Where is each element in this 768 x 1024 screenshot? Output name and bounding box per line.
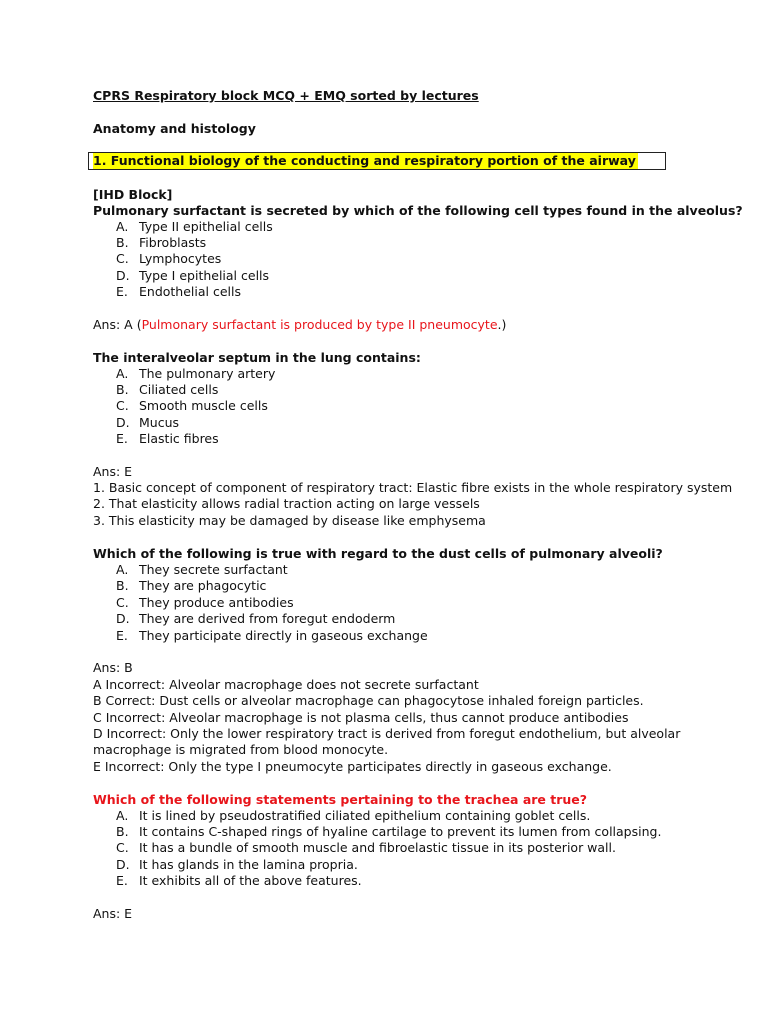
option-text: It exhibits all of the above features. <box>139 873 362 888</box>
option-letter: A. <box>116 808 129 823</box>
answer-1 <box>93 317 506 333</box>
option-letter: D. <box>116 415 130 430</box>
answer-1-prefix: Ans: A ( <box>93 317 142 332</box>
option-text: They secrete surfactant <box>139 562 288 577</box>
answer-1-explanation: Pulmonary surfactant is produced by type II pneumocyte <box>141 317 498 332</box>
question-2: The interalveolar septum in the lung contains: <box>93 350 421 365</box>
document-subtitle: Anatomy and histology <box>93 121 256 136</box>
answer-2: Ans: E <box>93 464 133 479</box>
answer-4: Ans: E <box>93 906 133 921</box>
option-letter: B. <box>116 824 129 839</box>
option-text: It contains C-shaped rings of hyaline cartilage to prevent its lumen from collapsing. <box>139 824 662 839</box>
option-text: They are phagocytic <box>139 578 267 593</box>
option-letter: D. <box>116 611 130 626</box>
option-letter: C. <box>116 398 129 413</box>
option-text: Type I epithelial cells <box>139 268 270 283</box>
option-text: They participate directly in gaseous exchange <box>139 628 428 643</box>
answer-3: Ans: B <box>93 660 133 675</box>
option-letter: C. <box>116 595 129 610</box>
section-heading: 1. Functional biology of the conducting and respiratory portion of the airway <box>93 153 636 168</box>
answer-3-note: C Incorrect: Alveolar macrophage is not plasma cells, thus cannot produce antibodies <box>93 710 629 725</box>
option-text: Ciliated cells <box>139 382 219 397</box>
question-4: Which of the following statements pertaining to the trachea are true? <box>93 792 588 807</box>
block-label: [IHD Block] <box>93 187 173 202</box>
option-text: It has a bundle of smooth muscle and fibroelastic tissue in its posterior wall. <box>139 840 616 855</box>
option-text: Lymphocytes <box>139 251 222 266</box>
option-text: It is lined by pseudostratified ciliated epithelium containing goblet cells. <box>139 808 591 823</box>
option-letter: B. <box>116 235 129 250</box>
option-text: Mucus <box>139 415 180 430</box>
option-letter: B. <box>116 578 129 593</box>
answer-2-note: 1. Basic concept of component of respiratory tract: Elastic fibre exists in the whole respiratory system <box>93 480 733 495</box>
option-letter: E. <box>116 431 128 446</box>
answer-1-suffix: .) <box>497 317 507 332</box>
answer-2-note: 2. That elasticity allows radial traction acting on large vessels <box>93 496 480 511</box>
option-text: Endothelial cells <box>139 284 241 299</box>
option-letter: E. <box>116 628 128 643</box>
answer-3-note: E Incorrect: Only the type I pneumocyte participates directly in gaseous exchange. <box>93 759 612 774</box>
option-text: Fibroblasts <box>139 235 207 250</box>
option-letter: C. <box>116 251 129 266</box>
option-letter: A. <box>116 219 129 234</box>
answer-3-note: macrophage is migrated from blood monocyte. <box>93 742 389 757</box>
section-heading-box <box>88 152 666 170</box>
option-letter: B. <box>116 382 129 397</box>
option-letter: E. <box>116 284 128 299</box>
option-text: Type II epithelial cells <box>139 219 273 234</box>
answer-3-note: A Incorrect: Alveolar macrophage does not secrete surfactant <box>93 677 479 692</box>
answer-3-note: D Incorrect: Only the lower respiratory tract is derived from foregut endothelium, but alveolar <box>93 726 681 741</box>
option-text: They are derived from foregut endoderm <box>139 611 396 626</box>
option-text: The pulmonary artery <box>139 366 276 381</box>
option-text: Elastic fibres <box>139 431 219 446</box>
document-title: CPRS Respiratory block MCQ + EMQ sorted by lectures <box>93 88 479 103</box>
question-3: Which of the following is true with regard to the dust cells of pulmonary alveoli? <box>93 546 663 561</box>
question-1: Pulmonary surfactant is secreted by which of the following cell types found in the alveolus? <box>93 203 743 218</box>
option-letter: A. <box>116 562 129 577</box>
option-letter: C. <box>116 840 129 855</box>
option-letter: D. <box>116 268 130 283</box>
option-letter: E. <box>116 873 128 888</box>
answer-3-note: B Correct: Dust cells or alveolar macrophage can phagocytose inhaled foreign particles. <box>93 693 644 708</box>
option-letter: D. <box>116 857 130 872</box>
option-text: It has glands in the lamina propria. <box>139 857 358 872</box>
answer-2-note: 3. This elasticity may be damaged by disease like emphysema <box>93 513 486 528</box>
option-text: Smooth muscle cells <box>139 398 268 413</box>
option-letter: A. <box>116 366 129 381</box>
option-text: They produce antibodies <box>139 595 294 610</box>
